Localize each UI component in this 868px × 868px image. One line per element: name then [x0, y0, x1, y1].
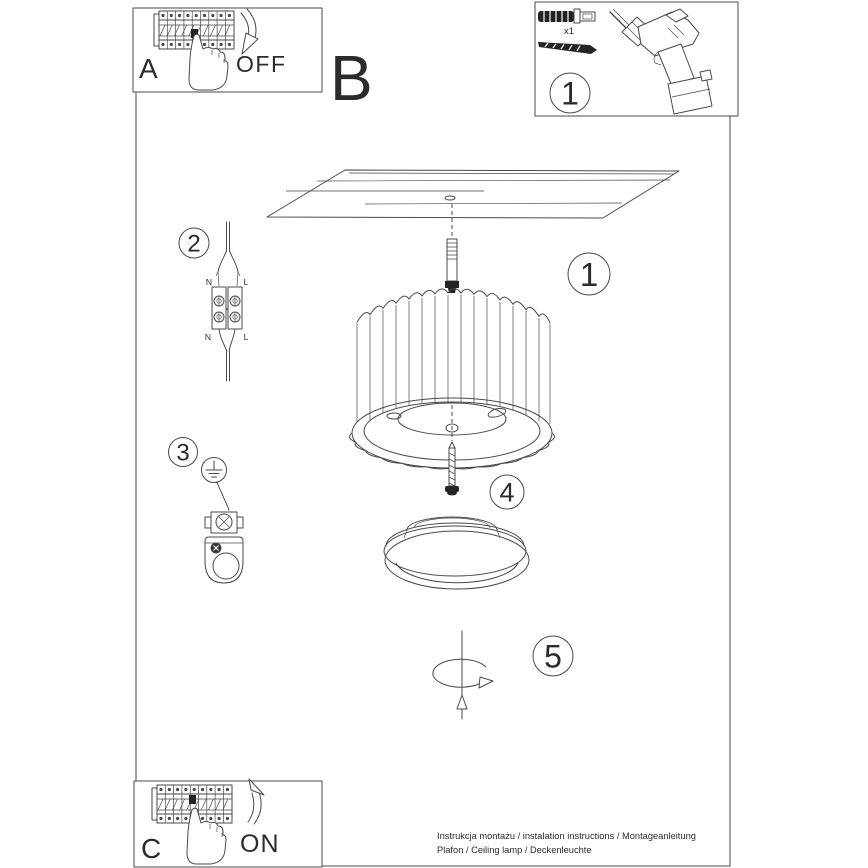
label-neutral-top: N [205, 277, 213, 287]
ceiling-anchor-screw [445, 239, 459, 293]
ceiling-panel [267, 170, 679, 236]
step-5-number: 5 [544, 638, 562, 675]
panel-a-power-off [133, 8, 322, 92]
up-arrowhead [457, 695, 467, 709]
rotation-arrowhead [479, 677, 493, 688]
step-3-badge [169, 438, 198, 467]
step-1-main-number: 1 [579, 255, 599, 293]
panel-c-label: C [141, 833, 162, 864]
label-live-top: L [243, 277, 249, 287]
rotation-diagram [433, 631, 573, 719]
label-neutral-bottom: N [204, 332, 212, 342]
wiring-diagram [179, 222, 249, 381]
panel-a-state: OFF [236, 51, 287, 77]
step-1-main-badge [568, 253, 610, 295]
lamp-shade [357, 289, 550, 424]
step-1-number: 1 [561, 75, 579, 112]
diffuser [384, 517, 529, 589]
step-2-number: 2 [187, 230, 201, 258]
section-b-label: B [330, 42, 373, 114]
panel-c-state: ON [240, 830, 280, 858]
step-2-badge [179, 228, 209, 258]
earth-terminal-icon [205, 512, 243, 533]
step-4-number: 4 [499, 477, 515, 508]
footer-line-2: Plafon / Ceiling lamp / Deckenleuchte [437, 845, 592, 855]
mounting-bracket-icon [205, 537, 243, 583]
label-live-bottom: L [243, 332, 249, 342]
panel-a-label: A [139, 53, 158, 84]
footer-line-1: Instrukcja montażu / instalation instructions / Montageanleitung [437, 831, 696, 841]
quantity-label: x1 [563, 26, 575, 37]
step-5-badge [533, 636, 573, 676]
step-4-badge [490, 475, 524, 509]
footer-text [437, 831, 696, 855]
earth-connection [169, 438, 244, 584]
panel-c-power-on [134, 779, 322, 867]
step-3-number: 3 [176, 439, 190, 467]
earth-symbol-icon [202, 458, 227, 483]
tools-box [535, 2, 738, 116]
breaker-toggle-on [189, 795, 196, 804]
step-1-badge [550, 73, 590, 113]
terminal-block-icon [212, 287, 242, 329]
